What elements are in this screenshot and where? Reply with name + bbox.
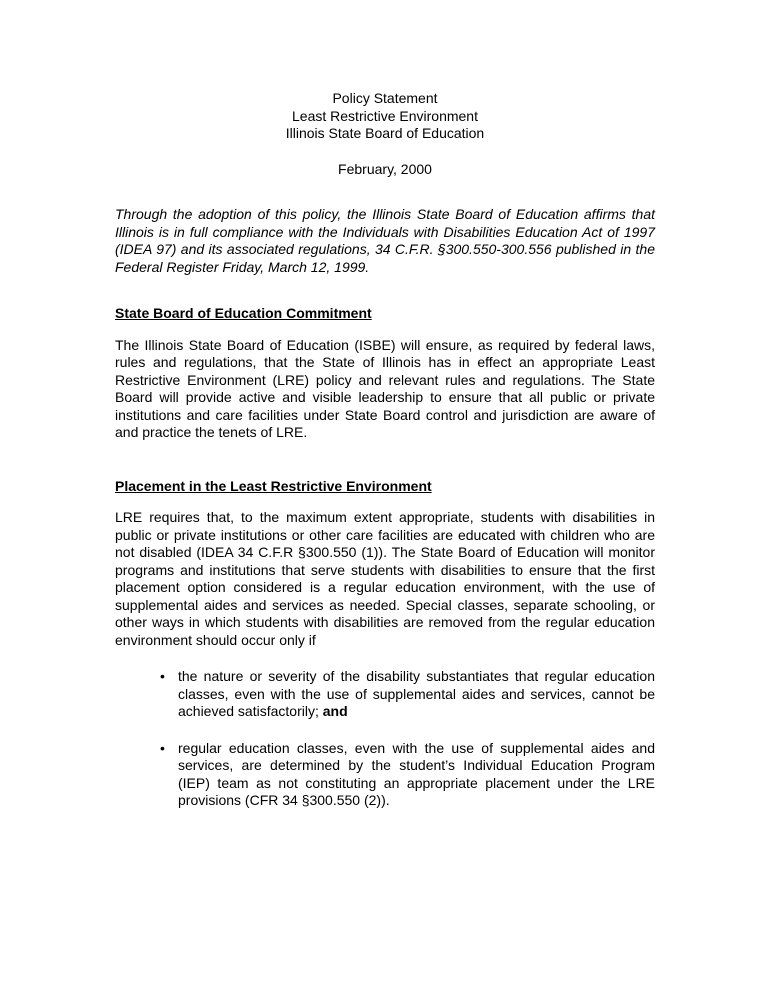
- section-heading-commitment: State Board of Education Commitment: [115, 305, 372, 321]
- bullet-icon: •: [160, 739, 165, 756]
- bullet-icon: •: [160, 668, 165, 684]
- list-item-iep-determination: [160, 740, 655, 810]
- bullet-text-main: the nature or severity of the disability substantiates that regular education classes, even with the use of supplemental aides and services, cannot be achieved satisfactorily;: [178, 668, 655, 719]
- list-item-disability-severity: [160, 668, 655, 721]
- title-line-illinois-state-board: Illinois State Board of Education: [285, 125, 485, 141]
- section-body-commitment: The Illinois State Board of Education (ISBE) will ensure, as required by federal laws, rules and regulations, that the State of Illinois has in effect an appropriate Least Restrictive Environment (LRE) policy and relevant rules and regulations. The State Board will provide active and visible leadership to ensure that all public or private institutions and care facilities under State Board control and jurisdiction are aware of and practice the tenets of LRE.: [115, 336, 655, 440]
- document-title-block: [115, 90, 655, 143]
- document-date: February, 2000: [338, 160, 432, 177]
- bullet-text-bold-and: and: [322, 703, 348, 719]
- section-body-placement: LRE requires that, to the maximum extent appropriate, students with disabilities in public or private institutions or other care facilities are educated with children who are not disabled (IDEA 34 C.F.R §300.550 (1)). The State Board of Education will monitor programs and institutions that serve students with disabilities to ensure that the first placement option considered is a regular education environment, with the use of supplemental aides and services as needed. Special classes, separate schooling, or other ways in which students with disabilities are removed from the regular education environment should occur only if: [115, 509, 655, 648]
- bullet-text-main: regular education classes, even with the use of supplemental aides and services, are determined by the student’s Individual Education Program (IEP) team as not constituting an appropriate placement under the LRE provisions (CFR 34 §300.550 (2)).: [178, 739, 655, 808]
- intro-paragraph: Through the adoption of this policy, the Illinois State Board of Education affirms that Illinois is in full compliance with the Individuals with Disabilities Education Act of 1997 (IDEA 97) and its associated regulations, 34 C.F.R. §300.550-300.556 published in the Federal Register Friday, March 12, 1999.: [115, 206, 655, 275]
- title-line-policy-statement: Policy Statement: [332, 90, 438, 106]
- bullet-text-iep-determination: [178, 740, 655, 810]
- bullet-text-disability-severity: [178, 668, 655, 721]
- title-line-least-restrictive-environment: Least Restrictive Environment: [292, 107, 478, 124]
- bullet-list: [115, 668, 655, 810]
- section-heading-placement: Placement in the Least Restrictive Environment: [115, 477, 432, 494]
